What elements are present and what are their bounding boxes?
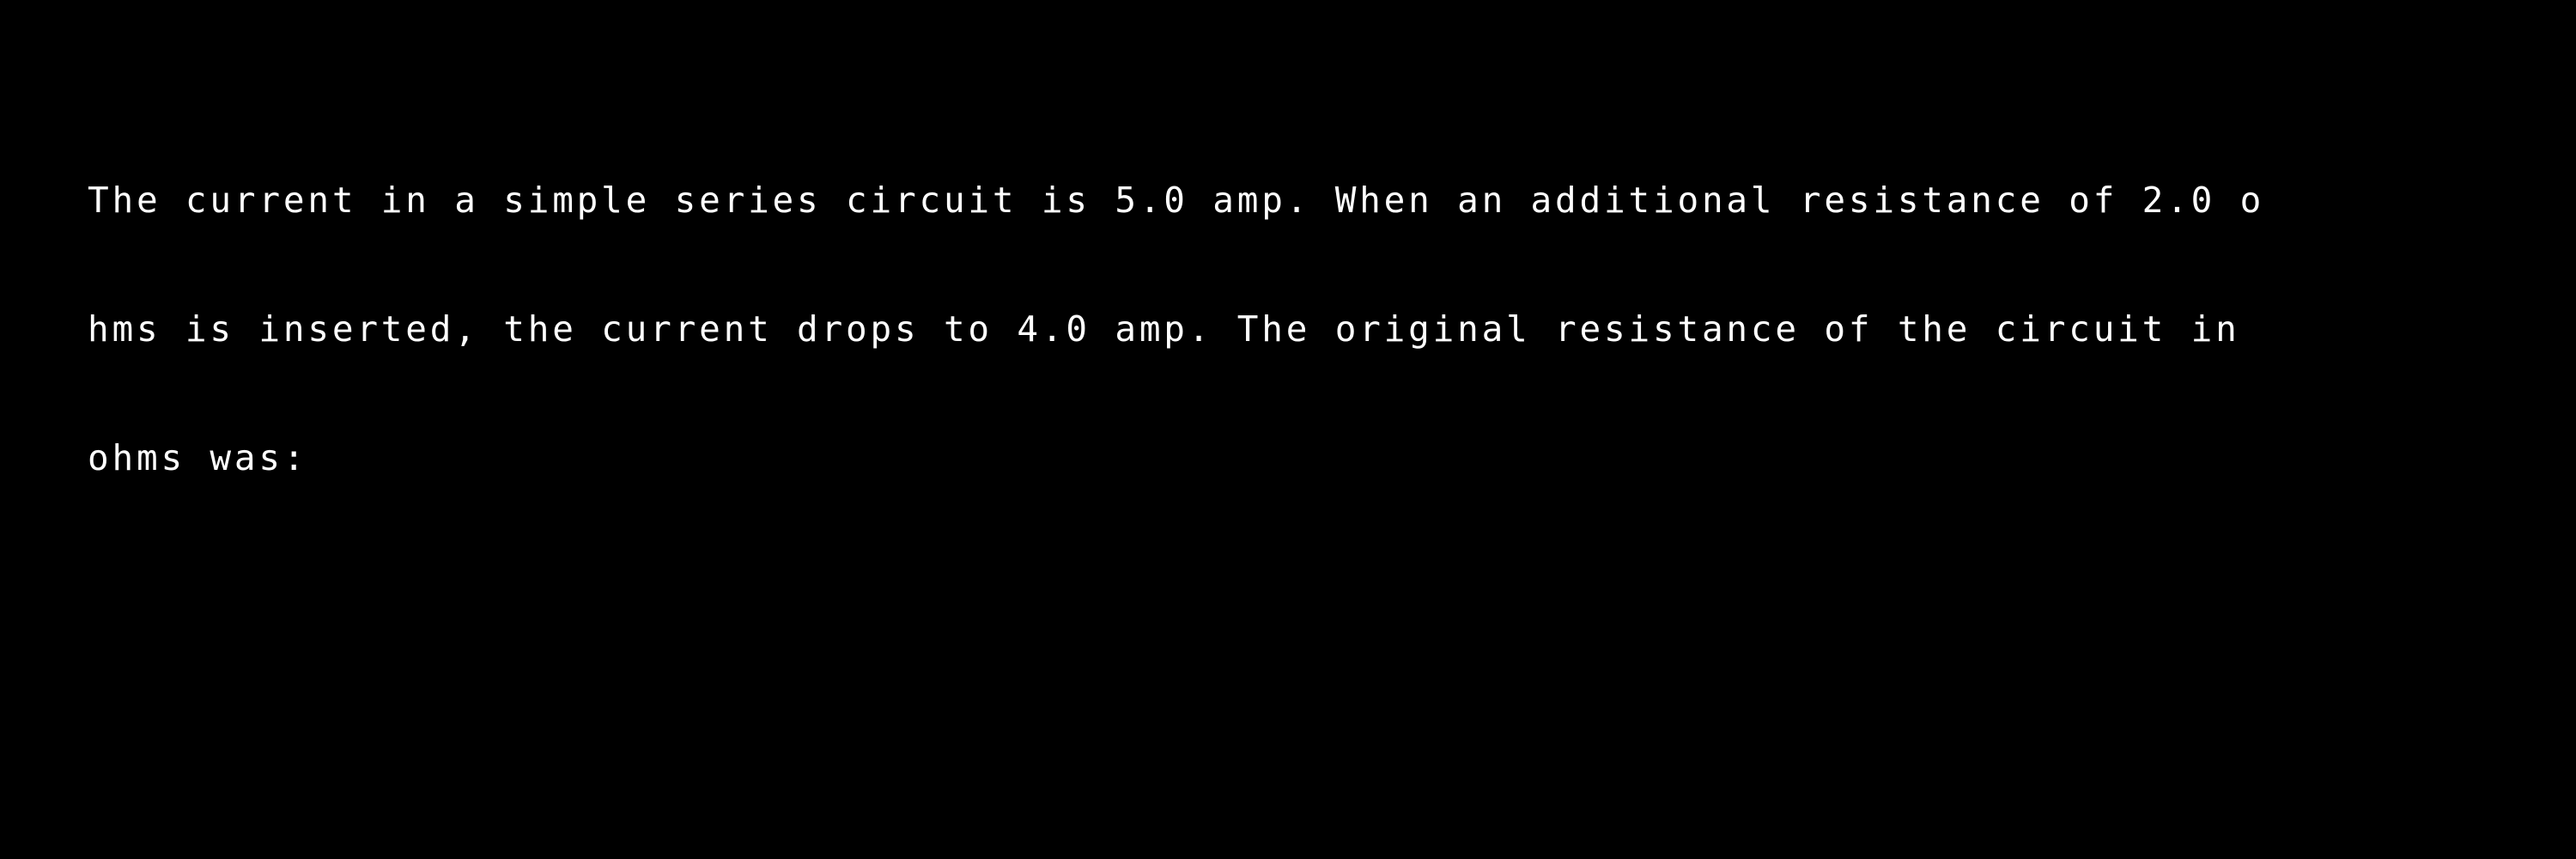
question-line-1: The current in a simple series circuit is 5.0 amp. When an additional resistance of 2.0 o	[88, 180, 2265, 221]
question-line-3: ohms was:	[88, 437, 308, 478]
question-text	[88, 93, 2574, 565]
question-line-2: hms is inserted, the current drops to 4.0 amp. The original resistance of the circuit in	[88, 308, 2240, 350]
